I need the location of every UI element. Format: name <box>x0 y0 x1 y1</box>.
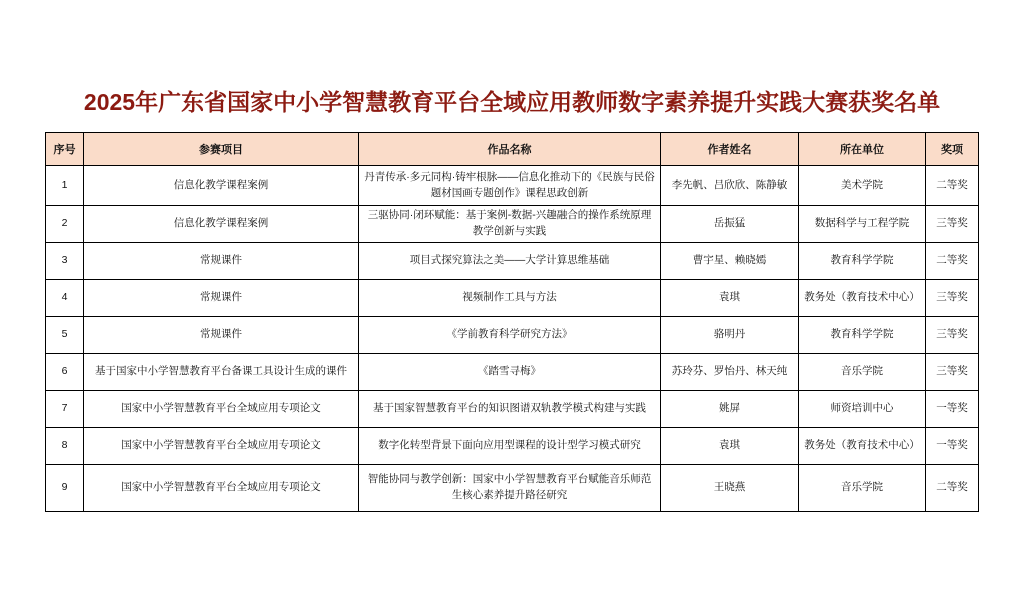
header-cell-5: 奖项 <box>926 133 979 166</box>
cell-award: 一等奖 <box>926 428 979 465</box>
cell-unit: 教务处（教育技术中心） <box>799 280 926 317</box>
awards-table <box>45 132 979 512</box>
cell-no: 1 <box>46 166 84 206</box>
cell-award: 三等奖 <box>926 280 979 317</box>
cell-authors: 曹宇星、赖晓嫣 <box>661 243 799 280</box>
page-title: 2025年广东省国家中小学智慧教育平台全域应用教师数字素养提升实践大赛获奖名单 <box>83 89 941 115</box>
cell-work: 项目式探究算法之美——大学计算思维基础 <box>359 243 661 280</box>
header-cell-4: 所在单位 <box>799 133 926 166</box>
header-cell-3: 作者姓名 <box>661 133 799 166</box>
cell-no: 6 <box>46 354 84 391</box>
cell-award: 三等奖 <box>926 206 979 243</box>
cell-award: 二等奖 <box>926 243 979 280</box>
cell-award: 一等奖 <box>926 391 979 428</box>
cell-work: 《踏雪寻梅》 <box>359 354 661 391</box>
table-header-row <box>46 133 979 166</box>
table-row <box>46 317 979 354</box>
table-row <box>46 206 979 243</box>
cell-authors: 骆明丹 <box>661 317 799 354</box>
cell-authors: 苏玲芬、罗怡丹、林天纯 <box>661 354 799 391</box>
cell-project: 国家中小学智慧教育平台全域应用专项论文 <box>84 391 359 428</box>
cell-unit: 师资培训中心 <box>799 391 926 428</box>
cell-authors: 王晓燕 <box>661 465 799 512</box>
table-row <box>46 428 979 465</box>
cell-award: 三等奖 <box>926 317 979 354</box>
cell-award: 三等奖 <box>926 354 979 391</box>
table-row <box>46 354 979 391</box>
cell-authors: 袁琪 <box>661 280 799 317</box>
cell-work: 三驱协同·闭环赋能：基于案例-数据-兴趣融合的操作系统原理教学创新与实践 <box>359 206 661 243</box>
cell-authors: 岳振猛 <box>661 206 799 243</box>
cell-award: 二等奖 <box>926 465 979 512</box>
cell-project: 国家中小学智慧教育平台全域应用专项论文 <box>84 428 359 465</box>
cell-project: 常规课件 <box>84 280 359 317</box>
cell-work: 数字化转型背景下面向应用型课程的设计型学习模式研究 <box>359 428 661 465</box>
cell-unit: 数据科学与工程学院 <box>799 206 926 243</box>
cell-work: 智能协同与教学创新：国家中小学智慧教育平台赋能音乐师范生核心素养提升路径研究 <box>359 465 661 512</box>
header-cell-0: 序号 <box>46 133 84 166</box>
cell-work: 基于国家智慧教育平台的知识图谱双轨教学模式构建与实践 <box>359 391 661 428</box>
cell-unit: 美术学院 <box>799 166 926 206</box>
cell-project: 信息化教学课程案例 <box>84 166 359 206</box>
cell-unit: 教务处（教育技术中心） <box>799 428 926 465</box>
cell-project: 国家中小学智慧教育平台全域应用专项论文 <box>84 465 359 512</box>
cell-project: 常规课件 <box>84 243 359 280</box>
cell-no: 4 <box>46 280 84 317</box>
cell-authors: 姚屏 <box>661 391 799 428</box>
table-row <box>46 243 979 280</box>
table-row <box>46 465 979 512</box>
cell-unit: 音乐学院 <box>799 354 926 391</box>
cell-project: 基于国家中小学智慧教育平台备课工具设计生成的课件 <box>84 354 359 391</box>
table-row <box>46 166 979 206</box>
cell-authors: 袁琪 <box>661 428 799 465</box>
cell-work: 丹青传承·多元同构·铸牢根脉——信息化推动下的《民族与民俗题材国画专题创作》课程思政创新 <box>359 166 661 206</box>
cell-authors: 李先帆、吕欣欣、陈静敏 <box>661 166 799 206</box>
header-cell-2: 作品名称 <box>359 133 661 166</box>
cell-award: 二等奖 <box>926 166 979 206</box>
cell-no: 9 <box>46 465 84 512</box>
header-cell-1: 参赛项目 <box>84 133 359 166</box>
cell-no: 2 <box>46 206 84 243</box>
cell-no: 8 <box>46 428 84 465</box>
table-row <box>46 391 979 428</box>
cell-unit: 音乐学院 <box>799 465 926 512</box>
cell-work: 《学前教育科学研究方法》 <box>359 317 661 354</box>
cell-work: 视频制作工具与方法 <box>359 280 661 317</box>
cell-no: 7 <box>46 391 84 428</box>
cell-project: 信息化教学课程案例 <box>84 206 359 243</box>
cell-no: 5 <box>46 317 84 354</box>
table-row <box>46 280 979 317</box>
cell-project: 常规课件 <box>84 317 359 354</box>
cell-unit: 教育科学学院 <box>799 243 926 280</box>
cell-unit: 教育科学学院 <box>799 317 926 354</box>
cell-no: 3 <box>46 243 84 280</box>
